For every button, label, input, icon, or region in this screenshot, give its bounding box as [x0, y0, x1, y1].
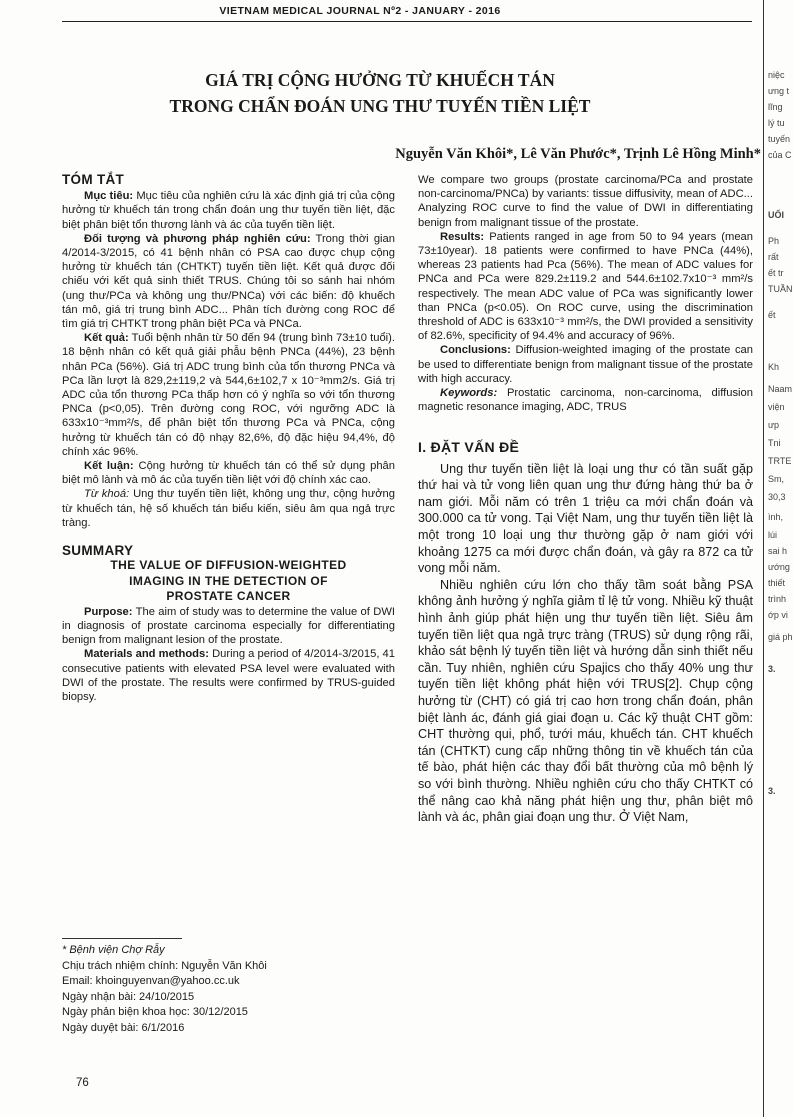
- left-column: [62, 173, 395, 704]
- ket-qua-label: Kết quả:: [84, 332, 129, 345]
- muc-tieu-text: Mục tiêu của nghiên cứu là xác định giá trị của cộng hưởng từ khuếch tán trong chẩn đoán ung thư tuyến tiền liệt, đặc biệt phân biệt tổn thương lành và ác của tuyến tiền liệt.: [62, 190, 395, 231]
- intro-heading: I. ĐẶT VẤN ĐỀ: [418, 439, 520, 456]
- margin-fragment: Sm,: [768, 474, 785, 484]
- journal-header: VIETNAM MEDICAL JOURNAL Nº2 - JANUARY - 2016: [219, 5, 501, 17]
- summary-title-line-3: PROSTATE CANCER: [166, 589, 291, 604]
- margin-fragment: 3.: [768, 786, 776, 796]
- margin-fragment: lý tu: [768, 118, 785, 128]
- muc-tieu-paragraph: [62, 189, 395, 232]
- tu-khoa-text: Ung thư tuyến tiền liệt, không ung thư, cộng hưởng từ khuếch tán, hệ số khuếch tán biểu kiến, siêu âm qua ngả trực tràng.: [62, 488, 395, 529]
- summary-title-line-2: IMAGING IN THE DETECTION OF: [129, 573, 328, 588]
- tu-khoa-label: Từ khoá:: [84, 488, 130, 501]
- materials-paragraph: [62, 647, 395, 704]
- doi-tuong-paragraph: [62, 232, 395, 331]
- header-rule: [62, 21, 752, 22]
- margin-fragment: ưp: [768, 420, 780, 430]
- purpose-label: Purpose:: [84, 605, 133, 618]
- margin-fragment: sai h: [768, 546, 788, 556]
- summary-heading: SUMMARY: [62, 543, 134, 559]
- margin-fragment: ết tr: [768, 268, 784, 278]
- page-number: 76: [76, 1077, 89, 1089]
- summary-title-line-1: THE VALUE OF DIFFUSION-WEIGHTED: [110, 558, 347, 573]
- margin-fragment: thiết: [768, 578, 786, 588]
- footnote-received: Ngày nhận bài: 24/10/2015: [62, 990, 195, 1003]
- footnote-reviewed: Ngày phản biện khoa học: 30/12/2015: [62, 1006, 248, 1018]
- margin-fragment: viện: [768, 402, 785, 412]
- margin-fragment: ết: [768, 310, 776, 320]
- margin-fragment: của C: [768, 150, 792, 160]
- article-title-line-2: TRONG CHẨN ĐOÁN UNG THƯ TUYẾN TIỀN LIỆT: [169, 96, 591, 116]
- margin-fragment: lúi: [768, 530, 778, 540]
- purpose-paragraph: [62, 605, 395, 648]
- article-title-line-1: GIÁ TRỊ CỘNG HƯỞNG TỪ KHUẾCH TÁN: [205, 70, 555, 90]
- intro-paragraph-1: Ung thư tuyến tiền liệt là loại ung thư có tần suất gặp thứ hai và tử vong liên quan ung thư đứng hàng thứ ba ở nam giới. Mỗi năm có trên 1 triệu ca mới chẩn đoán và 300.000 ca tử vong. Tại Việt Nam, ung thư tuyến tiền liệt là một trong 10 loại ung thư thường gặp ở nam giới với khoảng 1275 ca mới được chẩn đoán, và gây ra 872 ca tử vong mỗi năm.: [418, 461, 753, 576]
- ket-qua-text: Tuổi bệnh nhân từ 50 đến 94 (trung bình 73±10 tuổi). 18 bệnh nhân có kết quả giải phẫu bệnh PNCa (44%), 23 bệnh nhân PCa (56%). Giá trị ADC trung bình của tổn thương PNCa và PCa lần lượt là 829,2±119,2 và 544,6±102,7 x 10⁻³mm2/s. Giá trị ADC của tổn thương PCa thấp hơn có ý nghĩa so với tổn thương PNCa (p<0,05). Trên đường cong ROC, với ngưỡng ADC là 633x10⁻³mm²/s, để phân biệt tổn thương PCa và PNCa, cộng hưởng từ khuếch tán có độ nhạy 82,6%, độ đặc hiệu 94,4%, độ chính xác 96%.: [62, 332, 395, 458]
- conclusions-label: Conclusions:: [440, 344, 511, 357]
- margin-fragment: rất: [768, 252, 779, 262]
- margin-fragment: ướng: [768, 562, 790, 572]
- margin-fragment: UỐI: [768, 210, 785, 220]
- footnote-corresponding: Chịu trách nhiệm chính: Nguyễn Văn Khôi: [62, 959, 267, 972]
- margin-fragment: 30,3: [768, 492, 786, 502]
- keywords-text: Prostatic carcinoma, non-carcinoma, diffusion magnetic resonance imaging, ADC, TRUS: [418, 387, 753, 414]
- tu-khoa-paragraph: [62, 487, 395, 530]
- footnote-email: Email: khoinguyenvan@yahoo.cc.uk: [62, 975, 240, 987]
- doi-tuong-label: Đối tượng và phương pháp nghiên cứu:: [84, 232, 311, 245]
- keywords-paragraph: [418, 386, 753, 414]
- margin-fragment: lĩng: [768, 102, 783, 112]
- margin-fragment: ưng t: [768, 86, 790, 96]
- margin-fragment: TUẦN: [768, 284, 793, 294]
- ket-luan-label: Kết luận:: [84, 460, 134, 473]
- right-column: [418, 173, 753, 826]
- footnote-approved: Ngày duyệt bài: 6/1/2016: [62, 1021, 185, 1034]
- margin-fragment: giá ph: [768, 632, 793, 642]
- margin-fragment: Tni: [768, 438, 781, 448]
- results-paragraph: [418, 230, 753, 344]
- margin-fragment: 3.: [768, 664, 776, 674]
- margin-fragment: Kh: [768, 362, 780, 372]
- margin-fragment: trình: [768, 594, 787, 604]
- conclusions-paragraph: [418, 343, 753, 386]
- results-label: Results:: [440, 230, 485, 243]
- authors: Nguyễn Văn Khôi*, Lê Văn Phước*, Trịnh Lê Hồng Minh*: [395, 146, 761, 162]
- ket-qua-paragraph: [62, 331, 395, 459]
- intro-paragraph-2: Nhiều nghiên cứu lớn cho thấy tầm soát bằng PSA không ảnh hưởng ý nghĩa giảm tỉ lệ tử vong. Nhiều kỹ thuật hình ảnh giúp phát hiện ung thư tuyến tiền liệt. Siêu âm tuyến tiền liệt qua ngả trực tràng (TRUS) sử dụng rộng rãi, khảo sát bệnh lý tuyến tiền liệt và hướng dẫn sinh thiết nếu cần. Tuy nhiên, nghiên cứu Spajics cho thấy 40% ung thư tuyến tiền liệt không phát hiện với TRUS[2]. Chụp cộng hưởng từ (CHT) có giá trị cao hơn trong chẩn đoán, phân biệt lành ác, đánh giá giai đoạn u. Các kỹ thuật CHT gồm: CHT thường qui, phổ, tưới máu, khuếch tán. CHT khuếch tán (CHTKT) cung cấp những thông tin về khuếch tán của tế bào, phát hiện các thay đổi bất thường của mô bệnh lý so với bình thường. Nhiều nghiên cứu cho thấy CHTKT có thể nâng cao khả năng phát hiện ung thư, phân biệt mô lành và ác, phân giai đoạn ung thư. Ở Việt Nam,: [418, 577, 753, 825]
- abstract-heading: TÓM TẮT: [62, 172, 125, 187]
- materials-label: Materials and methods:: [84, 648, 209, 661]
- materials-text: During a period of 4/2014-3/2015, 41 consecutive patients with elevated PSA level were evaluated with DWI of the prostate. The results were confirmed by TRUS-guided biopsy.: [62, 648, 395, 703]
- results-text: Patients ranged in age from 50 to 94 years (mean 73±10year). 18 patients were confirmed to have PNCa (44%), whereas 23 patients had Pca (56%). The mean of ADC values for PNCa and PCa were 829.2±119.2 and 544.6±102.7x10⁻³ mm²/s respectively. The mean ADC value of PCa was significantly lower than PNCa (p<0.05). On ROC curve, using the discrimination threshold of ADC is 633x10⁻³ mm²/s, the DWI provided a sensitivity of 82.6%, specificity of 94.4% and accuracy of 96%.: [418, 230, 753, 343]
- ket-luan-text: Cộng hưởng từ khuếch tán có thể sử dụng phân biệt mô lành và mô ác của tuyến tiền liệt với độ chính xác cao.: [62, 460, 395, 487]
- margin-fragment: ớp vi: [768, 610, 788, 620]
- margin-fragment: Ph: [768, 236, 780, 246]
- footnote: [62, 943, 392, 1036]
- footnote-rule: [62, 938, 182, 939]
- margin-fragment: tuyến: [768, 134, 791, 144]
- footnote-affiliation: * Bệnh viện Chợ Rẫy: [62, 944, 165, 956]
- doi-tuong-text: Trong thời gian 4/2014-3/2015, có 41 bệnh nhân có PSA cao được chụp cộng hưởng từ khuếch tán (CHTKT) tuyến tiền liệt. Kết quả được đối chiếu với kết quả sinh thiết TRUS. Chúng tôi so sánh hai nhóm (ung thư/PCa và không ung thư/PNCa) với các biến: độ khuếch tán mô, giá trị trung bình ADC... Phân tích đường cong ROC để tìm giá trị CHTKT trong phân biệt PCa và PNCa.: [62, 232, 395, 331]
- margin-fragment: Naam: [768, 384, 793, 394]
- conclusions-text: Diffusion-weighted imaging of the prostate can be used to differentiate benign from malignant tissue of the prostate with high accuracy.: [418, 344, 753, 385]
- materials-continued: We compare two groups (prostate carcinoma/PCa and prostate non-carcinoma/PNCa) by variants: tissue diffusivity, mean of ADC... Analyzing ROC curve to find the value of DWI in differentiating benign from malignant tissue of the prostate.: [418, 174, 753, 229]
- keywords-label: Keywords:: [440, 387, 498, 400]
- margin-fragment: TRTE: [768, 456, 792, 466]
- purpose-text: The aim of study was to determine the value of DWI in diagnosis of prostate carcinoma especially for differentiating benign from malignant lesion of the prostate.: [62, 605, 395, 647]
- page-edge-line: [763, 0, 764, 1117]
- margin-fragment: niệc: [768, 70, 785, 80]
- muc-tieu-label: Mục tiêu:: [84, 190, 134, 203]
- ket-luan-paragraph: [62, 459, 395, 487]
- margin-fragment: ình,: [768, 512, 784, 522]
